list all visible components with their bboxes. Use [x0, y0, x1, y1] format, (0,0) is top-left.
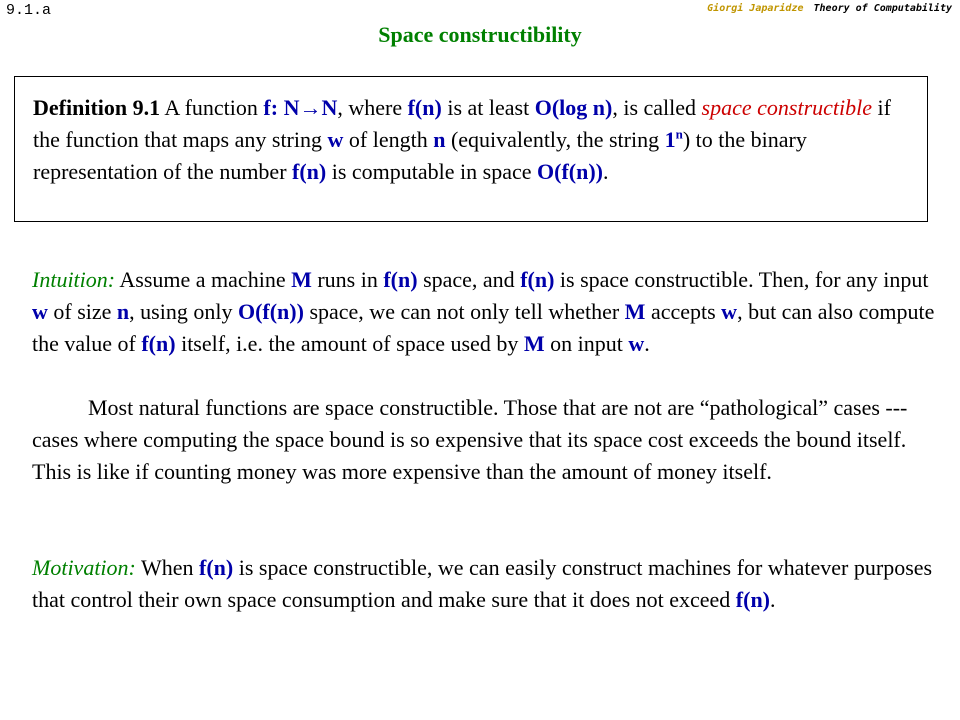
var-M: M	[523, 331, 545, 356]
motivation-paragraph	[32, 552, 937, 616]
attribution	[707, 3, 952, 14]
var-w: w	[32, 299, 48, 324]
natural-functions-paragraph	[32, 392, 937, 488]
def-var: w	[327, 127, 344, 152]
def-unary-sup: n	[675, 126, 683, 142]
para-text: .	[770, 587, 776, 612]
def-text: ) to the binary representation of the number	[33, 127, 807, 184]
paragraph-text: Most natural functions are space constructible. Those that are not are “pathological” cases --- cases where computing the space bound is so expensive that its space cost exceeds the bound itself. This is like if counting money was more expensive than the amount of money itself.	[32, 395, 908, 484]
para-text: is space constructible. Then, for any input	[559, 267, 929, 292]
intuition-label: Intuition:	[32, 267, 116, 292]
right-arrow-icon: →	[299, 95, 322, 120]
var-fn: f(n)	[141, 331, 176, 356]
para-text: runs in	[317, 267, 378, 292]
def-fn: f(n)	[407, 95, 442, 120]
var-ofn: O(f(n))	[237, 299, 304, 324]
slide-number: 9.1.a	[6, 2, 52, 19]
var-fn: f(n)	[199, 555, 234, 580]
var-w: w	[721, 299, 738, 324]
def-var: n	[433, 127, 446, 152]
para-text: accepts	[650, 299, 716, 324]
para-text: of size	[53, 299, 112, 324]
var-fn: f(n)	[520, 267, 555, 292]
definition-label: Definition 9.1	[33, 95, 161, 120]
motivation-label: Motivation:	[32, 555, 136, 580]
para-text: , using only	[129, 299, 233, 324]
page-title: Space constructibility	[378, 22, 582, 47]
para-text: space, and	[423, 267, 515, 292]
defined-term: constructible	[757, 95, 872, 120]
definition-box	[14, 76, 928, 222]
var-fn: f(n)	[735, 587, 771, 612]
para-text: itself, i.e. the amount of space used by	[181, 331, 519, 356]
para-text: on input	[550, 331, 623, 356]
para-text: When	[140, 555, 194, 580]
definition-text	[33, 92, 923, 188]
course-name: Theory of Computability	[813, 3, 952, 14]
var-fn: f(n)	[383, 267, 418, 292]
var-n: n	[116, 299, 130, 324]
para-text: is space constructible, we can easily construct machines for whatever purposes that control their own space consumption and make sure that it does not exceed	[32, 555, 933, 612]
def-text: (equivalently, the string	[450, 127, 660, 152]
var-M: M	[291, 267, 312, 292]
def-sig	[263, 95, 337, 120]
def-text: if the function that maps any string	[33, 95, 891, 152]
author-name: Giorgi Japaridze	[707, 3, 804, 14]
def-sig-a: f: N	[263, 95, 300, 120]
def-ofn: O(f(n))	[537, 159, 603, 184]
para-text: , but can also compute the value of	[32, 299, 935, 356]
def-text: is at least	[447, 95, 530, 120]
defined-term: space	[701, 95, 752, 120]
var-w: w	[628, 331, 645, 356]
def-sig-b: N	[321, 95, 338, 120]
var-M: M	[624, 299, 646, 324]
def-text: is computable in space	[331, 159, 532, 184]
def-text: of length	[348, 127, 428, 152]
def-fn: f(n)	[292, 159, 327, 184]
intuition-paragraph	[32, 264, 937, 360]
def-ologn: O(log n)	[534, 95, 613, 120]
def-text: .	[603, 159, 609, 184]
para-text: space, we can not only tell whether	[309, 299, 620, 324]
def-text: A function	[164, 95, 258, 120]
def-unary-one: 1	[664, 127, 676, 152]
def-unary	[665, 127, 683, 152]
para-text: .	[644, 331, 650, 356]
def-text: , is called	[612, 95, 697, 120]
def-text: , where	[337, 95, 403, 120]
para-text: Assume a machine	[119, 267, 286, 292]
